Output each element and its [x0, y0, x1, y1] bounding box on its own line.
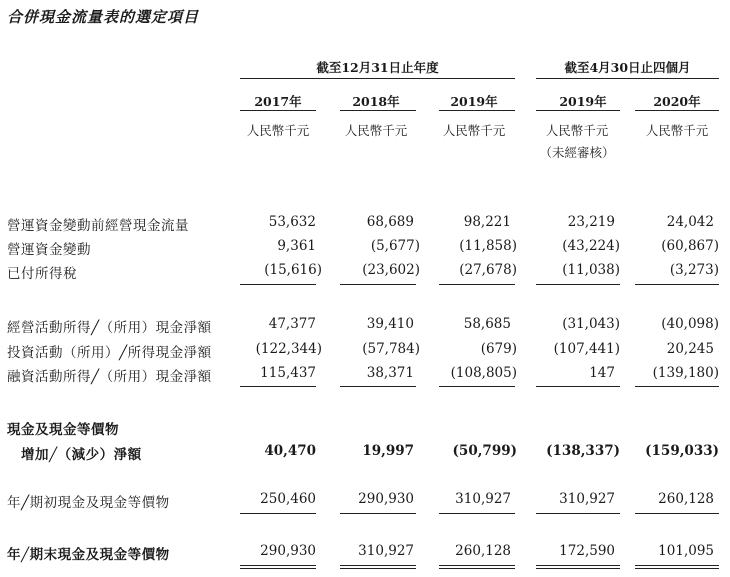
year-header: 2019年 — [559, 94, 607, 109]
subtotal-rule — [240, 386, 316, 387]
cell-value: (159,033) — [645, 443, 719, 459]
row-label: 投資活動（所用）╱所得現金淨額 — [7, 345, 212, 361]
subtotal-rule — [635, 284, 719, 285]
header-group-annual: 截至12月31日止年度 — [316, 60, 439, 75]
total-double-rule — [439, 568, 515, 569]
cell-value: (107,441) — [553, 341, 620, 357]
subtotal-rule — [340, 513, 416, 514]
cell-value: (679) — [480, 341, 517, 357]
cell-value: (31,043) — [562, 316, 620, 332]
cell-value: (122,344) — [255, 341, 322, 357]
cell-value: 290,930 — [358, 491, 414, 507]
cell-value: (108,805) — [450, 365, 517, 381]
cell-value: 172,590 — [559, 543, 615, 559]
cell-value: 290,930 — [260, 543, 316, 559]
unit-label: 人民幣千元 — [246, 123, 310, 138]
subtotal-rule — [439, 386, 515, 387]
unit-label: 人民幣千元 — [645, 123, 709, 138]
unit-label: 人民幣千元 — [344, 123, 408, 138]
cell-value: 310,927 — [455, 491, 511, 507]
row-label: 融資活動所得╱（所用）現金淨額 — [7, 369, 212, 385]
cell-value: 53,632 — [268, 214, 316, 230]
cell-value: (3,273) — [669, 262, 719, 278]
year-rule — [536, 110, 620, 111]
subtotal-rule — [635, 386, 719, 387]
cell-value: 9,361 — [277, 238, 316, 254]
cell-value: 20,245 — [666, 341, 714, 357]
cell-value: (11,038) — [562, 262, 620, 278]
year-rule — [240, 110, 316, 111]
cell-value: 250,460 — [260, 491, 316, 507]
page-title: 合併現金流量表的選定項目 — [7, 8, 200, 26]
cell-value: (15,616) — [264, 262, 322, 278]
cell-value: (11,858) — [459, 238, 517, 254]
year-header: 2019年 — [450, 94, 498, 109]
row-label: 年╱期初現金及現金等價物 — [7, 495, 170, 511]
cell-value: 24,042 — [666, 214, 714, 230]
cell-value: (60,867) — [661, 238, 719, 254]
row-label: 營運資金變動 — [7, 242, 91, 258]
cell-value: 40,470 — [264, 443, 316, 459]
subtotal-rule — [340, 386, 416, 387]
cell-value: 23,219 — [567, 214, 615, 230]
cell-value: 68,689 — [366, 214, 414, 230]
subtotal-rule — [536, 513, 620, 514]
header-group-interim: 截至4月30日止四個月 — [564, 60, 691, 75]
unaudited-note: （未經審核） — [539, 145, 615, 160]
cell-value: 115,437 — [260, 365, 316, 381]
cell-value: 19,997 — [362, 443, 414, 459]
header-group-annual-rule — [240, 78, 515, 79]
cell-value: 101,095 — [658, 543, 714, 559]
subtotal-rule — [240, 284, 316, 285]
cell-value: (138,337) — [546, 443, 620, 459]
year-rule — [439, 110, 515, 111]
row-label: 增加╱（減少）淨額 — [21, 447, 142, 463]
cell-value: 260,128 — [455, 543, 511, 559]
subtotal-rule — [536, 386, 620, 387]
year-rule — [340, 110, 416, 111]
unit-label: 人民幣千元 — [442, 123, 506, 138]
total-double-rule — [536, 568, 620, 569]
total-double-rule — [439, 565, 515, 566]
total-double-rule — [240, 568, 316, 569]
total-double-rule — [635, 568, 719, 569]
total-double-rule — [536, 565, 620, 566]
year-header: 2017年 — [254, 94, 302, 109]
cell-value: 47,377 — [268, 316, 316, 332]
cell-value: 39,410 — [366, 316, 414, 332]
subtotal-rule — [439, 513, 515, 514]
cell-value: 98,221 — [463, 214, 511, 230]
cell-value: 260,128 — [658, 491, 714, 507]
total-double-rule — [240, 565, 316, 566]
cell-value: 310,927 — [358, 543, 414, 559]
year-header: 2020年 — [653, 94, 701, 109]
cell-value: (23,602) — [362, 262, 420, 278]
cell-value: (43,224) — [562, 238, 620, 254]
total-double-rule — [340, 568, 416, 569]
cell-value: 147 — [589, 365, 615, 381]
subtotal-rule — [536, 284, 620, 285]
total-double-rule — [635, 565, 719, 566]
row-label: 現金及現金等價物 — [7, 422, 119, 438]
unit-label: 人民幣千元 — [545, 123, 609, 138]
cell-value: (50,799) — [452, 443, 517, 459]
cell-value: (5,677) — [370, 238, 420, 254]
cell-value: 38,371 — [366, 365, 414, 381]
cell-value: 310,927 — [559, 491, 615, 507]
cell-value: (40,098) — [661, 316, 719, 332]
cell-value: (139,180) — [652, 365, 719, 381]
subtotal-rule — [635, 513, 719, 514]
cell-value: (27,678) — [459, 262, 517, 278]
subtotal-rule — [240, 513, 316, 514]
year-rule — [635, 110, 719, 111]
subtotal-rule — [439, 284, 515, 285]
cell-value: (57,784) — [362, 341, 420, 357]
year-header: 2018年 — [352, 94, 400, 109]
row-label: 年╱期末現金及現金等價物 — [7, 547, 170, 563]
row-label: 已付所得稅 — [7, 266, 77, 282]
row-label: 營運資金變動前經營現金流量 — [7, 218, 189, 234]
total-double-rule — [340, 565, 416, 566]
row-label: 經營活動所得╱（所用）現金淨額 — [7, 320, 212, 336]
header-group-interim-rule — [536, 78, 719, 79]
subtotal-rule — [340, 284, 416, 285]
cell-value: 58,685 — [463, 316, 511, 332]
